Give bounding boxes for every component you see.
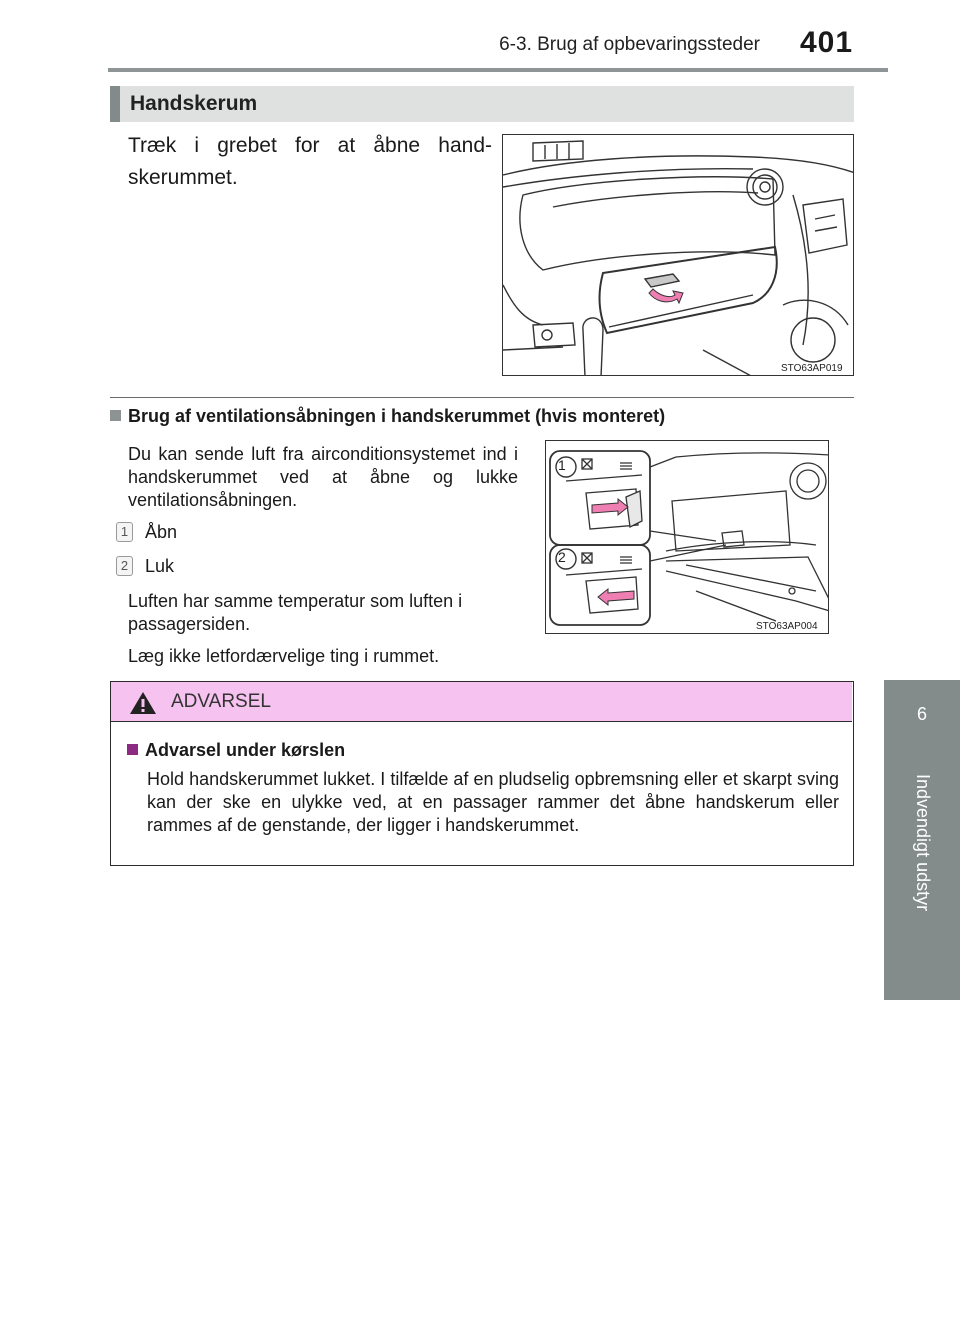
vent-heading-text: Brug af ventilationsåbningen i handskerummet (hvis monteret)	[128, 406, 666, 426]
heading-square-icon	[110, 410, 121, 421]
air-temperature-text: Luften har samme temperatur som luften i passagersiden.	[128, 591, 463, 634]
warning-triangle-icon	[129, 691, 157, 715]
callout-number-1: 1	[558, 457, 566, 473]
vent-illustration	[545, 440, 829, 634]
warning-subheading	[127, 740, 345, 761]
running-header: 6-3. Brug af opbevaringssteder	[499, 34, 760, 55]
page-number: 401	[800, 26, 854, 59]
intro-text: Træk i grebet for at åbne hand-skerummet.	[128, 134, 492, 189]
chapter-label: Indvendigt udstyr	[913, 774, 933, 912]
chapter-side-label	[884, 760, 960, 1000]
chapter-tab: 6	[884, 680, 960, 760]
heading-square-icon	[127, 744, 138, 755]
warning-box	[110, 681, 854, 866]
warning-text: Hold handskerummet lukket. I tilfælde af en pludselig opbremsning eller et skarpt sving kan der ske en ulykke ved, at en passager rammer det åbne handskerum eller rammes af de genstande, der ligger i handskerummet.	[147, 769, 839, 835]
section-divider	[110, 397, 854, 398]
warning-header	[111, 682, 852, 722]
callout-number-2: 2	[558, 549, 566, 565]
perishables-note: Læg ikke letfordærvelige ting i rummet.	[128, 646, 440, 666]
warning-subheading-text: Advarsel under kørslen	[145, 740, 346, 760]
figure-code: STO63AP004	[756, 621, 818, 632]
glovebox-drawing	[503, 135, 854, 376]
vent-description: Du kan sende luft fra airconditionsystemet ind i handskerummet ved at åbne og lukke ventilationsåbningen.	[128, 444, 518, 510]
warning-title: ADVARSEL	[171, 691, 271, 712]
step-close	[116, 556, 174, 577]
vent-heading	[110, 406, 665, 427]
step-label: Åbn	[145, 522, 178, 542]
section-heading-bar	[110, 86, 120, 122]
step-number: 1	[116, 522, 133, 542]
step-open	[116, 522, 177, 543]
glovebox-illustration	[502, 134, 854, 376]
section-heading	[110, 86, 854, 122]
section-title: Handskerum	[130, 92, 258, 115]
vent-drawing	[546, 441, 829, 634]
step-label: Luk	[145, 556, 175, 576]
header-rule	[108, 68, 888, 72]
step-number: 2	[116, 556, 133, 576]
figure-code: STO63AP019	[781, 363, 843, 374]
